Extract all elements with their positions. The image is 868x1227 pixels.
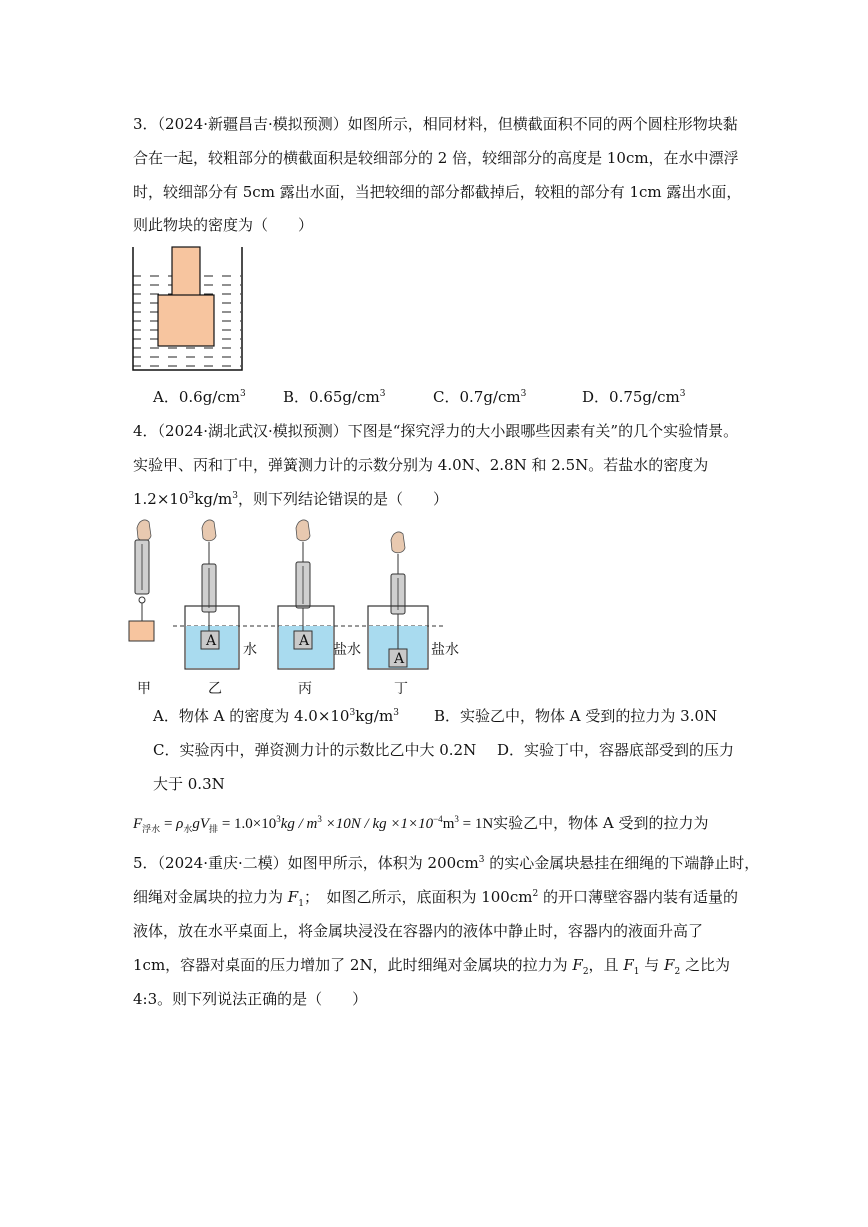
block-jia bbox=[129, 621, 154, 641]
q4-option-c: C．实验丙中，弹资测力计的示数比乙中大 0.2N bbox=[153, 741, 477, 759]
q3-option-c: C．$0.7g/cm^3$ bbox=[433, 388, 527, 406]
q5-line-2: 细绳对金属块的拉力为 $F_1$； 如图乙所示，底面积为 $100cm^2$ 的开口薄壁容器内装有适量的 bbox=[133, 888, 738, 909]
q3-line-3: 时，较细部分有 5cm 露出水面，当把较细的部分都截掉后，较粗的部分有 1cm 露出水面， bbox=[133, 183, 742, 201]
q3-line-1: 3．（2024·新疆昌吉·模拟预测）如图所示，相同材料，但横截面积不同的两个圆柱形物块黏 bbox=[133, 115, 738, 133]
q5-line-4: 1cm，容器对桌面的压力增加了 2N，此时细绳对金属块的拉力为 $F_2$，且 $F_1$ 与 $F_2$ 之比为 bbox=[133, 956, 730, 977]
q3-option-a: A．$0.6g/cm^3$ bbox=[153, 388, 246, 406]
q4-option-a: A．物体 A 的密度为 $4.0\times 10^3kg/m^3$ bbox=[153, 707, 399, 725]
q3-line-4: 则此物块的密度为（ ） bbox=[133, 216, 314, 234]
label-water: 水 bbox=[243, 642, 257, 658]
q3-float-figure bbox=[130, 245, 245, 375]
label-saltwater-ding: 盐水 bbox=[431, 642, 459, 658]
label-jia: 甲 bbox=[137, 681, 151, 697]
label-yi: 乙 bbox=[208, 681, 222, 697]
q3-line-2: 合在一起，较粗部分的横截面积是较细部分的 2 倍，较细部分的高度是 10cm，在水中漂浮 bbox=[133, 149, 739, 167]
block-label-yi: A bbox=[206, 633, 217, 649]
setup-ding bbox=[368, 532, 428, 669]
q5-line-3: 液体，放在水平桌面上，将金属块浸没在容器内的液体中静止时，容器内的液面升高了 bbox=[133, 922, 704, 940]
label-bing: 丙 bbox=[298, 681, 312, 697]
q3-option-b: B．$0.65g/cm^3$ bbox=[283, 388, 386, 406]
label-ding: 丁 bbox=[394, 681, 408, 697]
label-saltwater-bing: 盐水 bbox=[333, 642, 361, 658]
q4-line-1: 4．（2024·湖北武汉·模拟预测）下图是“探究浮力的大小跟哪些因素有关”的几个实验情景。 bbox=[133, 422, 739, 440]
thick-part bbox=[158, 295, 214, 346]
q3-option-d: D．$0.75g/cm^3$ bbox=[582, 388, 686, 406]
q4-line-3: $1.2\times 10^3kg/m^3$，则下列结论错误的是（ ） bbox=[133, 490, 448, 508]
q5-line-5: 4:3。则下列说法正确的是（ ） bbox=[133, 990, 368, 1008]
thin-part bbox=[172, 247, 200, 297]
buoyancy-formula: $F_{浮水} = \rho_水gV_排 = 1.0\times 10^3kg / m^3 \times 10N$ / kg $\times 1\times 10^{-4}m^3 = 1N$ bbox=[133, 814, 494, 834]
block-label-bing: A bbox=[299, 633, 310, 649]
q4-option-d: D．实验丁中，容器底部受到的压力 bbox=[497, 741, 735, 759]
q4-option-d-cont: 大于 0.3N bbox=[153, 775, 225, 793]
block-label-ding: A bbox=[394, 651, 405, 667]
q4-experiment-figure bbox=[125, 518, 470, 693]
q4-option-b: B．实验乙中，物体 A 受到的拉力为 3.0N bbox=[434, 707, 718, 725]
q5-line-1: 5．（2024·重庆·二模）如图甲所示，体积为 $200cm^3$ 的实心金属块悬挂在细绳的下端静止时， bbox=[133, 854, 760, 872]
setup-jia bbox=[129, 520, 154, 641]
buoyancy-formula-line: $F_{浮水} = \rho_水gV_排 = 1.0\times 10^3kg / m^3 \times 10N$ / kg $\times 1\times 10^{-4}m^3 = 1N$实验乙中，物体 A 受到的拉力为 bbox=[133, 814, 709, 834]
q4-line-2: 实验甲、丙和丁中，弹簧测力计的示数分别为 4.0N、2.8N 和 2.5N。若盐水的密度为 bbox=[133, 456, 709, 474]
